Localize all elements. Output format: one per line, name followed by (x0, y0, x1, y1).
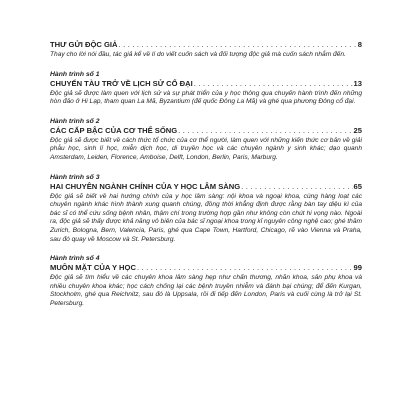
toc-page-number: 8 (357, 40, 362, 49)
dot-leader (194, 79, 353, 89)
toc-entry-label: Hành trình số 1 (50, 70, 100, 78)
dot-leader (137, 263, 353, 273)
toc-entry-title[interactable]: THƯ GỬI ĐỘC GIẢ (50, 40, 118, 49)
toc-entry-journey-3 (50, 173, 362, 245)
toc-page-number: 13 (353, 78, 362, 88)
dot-leader (118, 40, 356, 50)
toc-entry-label: Hành trình số 4 (50, 255, 100, 263)
toc-title-row[interactable] (50, 263, 362, 273)
dot-leader (178, 126, 352, 136)
toc-entry-label: Hành trình số 2 (50, 117, 100, 125)
toc-entry-title[interactable]: HAI CHUYÊN NGÀNH CHÍNH CỦA Y HỌC LÂM SÀNG (50, 181, 241, 191)
toc-page-number: 25 (353, 125, 362, 135)
toc-entry-description: Độc giả sẽ tìm hiểu về các chuyên khoa lâm sàng hẹp như chấn thương, nhãn khoa, sản phụ khoa và nhiều chuyên khoa khác; học cách chống lại các bệnh truyền nhiễm và đánh bại chúng; để đến Kurgan, Stockholm, ghé qua Reichnitz, sau đó là Uppsala, rồi đi tiếp đến London, Paris và cuối cùng là trở lại St. Petersburg. (50, 274, 362, 307)
toc-title-row[interactable] (50, 182, 362, 192)
toc-entry-title[interactable]: MUÔN MẶT CỦA Y HỌC (50, 263, 136, 273)
toc-entry-journey-1 (50, 70, 362, 107)
toc-entry-journey-4 (50, 254, 362, 308)
toc-entry-description: Thay cho lời nói đầu, tác giả kể về lí do viết cuốn sách và đối tượng độc giả mà cuốn sách nhắm đến. (50, 51, 346, 58)
toc-page-number: 65 (353, 181, 362, 191)
toc-entry-label: Hành trình số 3 (50, 173, 100, 181)
toc-entry-description: Độc giả sẽ được biết về cách thức tổ chức của cơ thể người, làm quen với những kiến thức cơ bản về giải phẫu học, sinh lí học, miễn dịch học, di truyền học và các chuyên ngành y sinh khác; dạo quanh Amsterdam, Leiden, Florence, Amboise, Delft, London, Berlin, Paris, Marburg. (50, 136, 362, 161)
toc-entry-title[interactable]: CÁC CẤP BẬC CỦA CƠ THỂ SỐNG (50, 125, 178, 135)
toc-entry-journey-2 (50, 117, 362, 163)
toc-page-number: 99 (353, 263, 362, 273)
toc-entry-preface (50, 40, 362, 60)
dot-leader (241, 182, 352, 192)
toc-entry-title[interactable]: CHUYẾN TÀU TRỞ VỀ LỊCH SỬ CỔ ĐẠI (50, 78, 193, 88)
toc-title-row[interactable] (50, 79, 362, 89)
toc-title-row[interactable] (50, 126, 362, 136)
toc-entry-description: Độc giả sẽ biết về hai hướng chính của y học lâm sàng: nội khoa và ngoại khoa, cùng hàng loạt các chuyên ngành khác hình thành xung quanh chúng, đồng thời khẳng định được rằng bàn tay diệu kì của bác sĩ có thể cứu sống bệnh nhân, thậm chí trong trường hợp gần như không còn chút hi vọng nào. Ngoài ra, độc giả sẽ thấy được khả năng vô biên của bác sĩ ngoại khoa trong kỉ nguyên công nghệ cao; ghé thăm Zurich, Bologna, Bern, Valencia, Paris, ghé qua Cape Town, Hartford, Chicago, rẽ vào Vienna và Praha, sau đó quay về Moscow và St. Petersburg. (50, 192, 362, 243)
toc-entry-description: Độc giả sẽ được làm quen với lịch sử và sự phát triển của y học thông qua chuyến hành trình đến những hòn đảo ở Hi Lạp, tham quan La Mã, Byzantium (đế quốc Đông La Mã) và ghé qua phương Đông cổ đại. (50, 89, 362, 106)
toc-title-row[interactable] (50, 40, 362, 50)
